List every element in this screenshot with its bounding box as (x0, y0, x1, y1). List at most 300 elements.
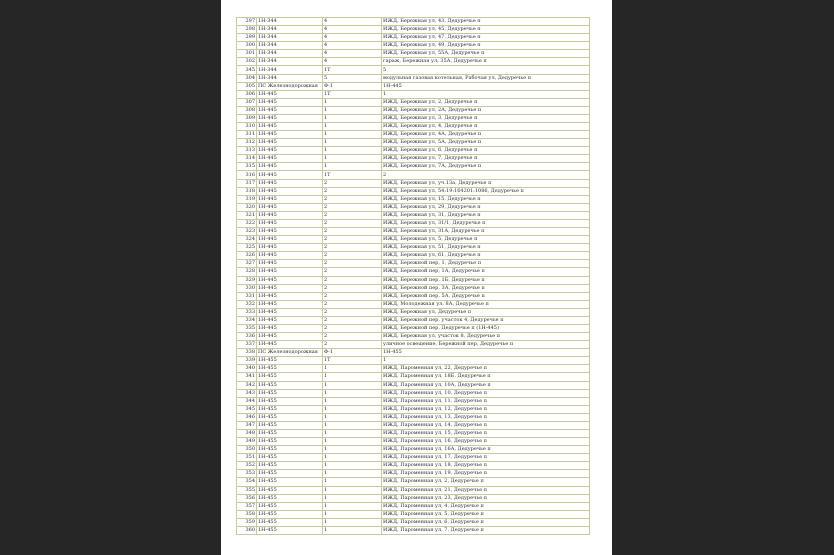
table-row (237, 82, 590, 90)
type-cell: 1 (323, 510, 382, 518)
type-cell: 5 (323, 74, 382, 82)
type-cell: 1 (323, 389, 382, 397)
table-row (237, 163, 590, 171)
line-name-cell: 1Н-445 (257, 341, 323, 349)
type-cell: Ф-1 (323, 82, 382, 90)
address-cell: ИЖД, Бережная ул, 49, Дедуречье п (382, 42, 590, 50)
address-cell: ИЖД, Бережная ул, 2, Дедуречье п (382, 98, 590, 106)
row-number-cell: 326 (237, 252, 257, 260)
type-cell: 4 (323, 34, 382, 42)
address-cell: ИЖД, Пароменная ул, 15, Дедуречье п (382, 429, 590, 437)
table-row (237, 470, 590, 478)
row-number-cell: 354 (237, 478, 257, 486)
row-number-cell: 356 (237, 494, 257, 502)
table-row (237, 333, 590, 341)
line-name-cell: 1Н-445 (257, 90, 323, 98)
row-number-cell: 343 (237, 389, 257, 397)
line-name-cell: 1Н-445 (257, 187, 323, 195)
line-name-cell: 1Н-455 (257, 389, 323, 397)
row-number-cell: 325 (237, 244, 257, 252)
table-row (237, 50, 590, 58)
table-row (237, 502, 590, 510)
line-name-cell: 1Н-455 (257, 357, 323, 365)
table-row (237, 349, 590, 357)
row-number-cell: 353 (237, 470, 257, 478)
table-row (237, 123, 590, 131)
row-number-cell: 299 (237, 34, 257, 42)
line-name-cell: 1Н-445 (257, 139, 323, 147)
line-name-cell: 1Н-445 (257, 114, 323, 122)
table-row (237, 478, 590, 486)
type-cell: 2 (323, 292, 382, 300)
type-cell: 2 (323, 333, 382, 341)
line-name-cell: 1Н-445 (257, 300, 323, 308)
row-number-cell: 309 (237, 114, 257, 122)
row-number-cell: 355 (237, 486, 257, 494)
type-cell: 1 (323, 163, 382, 171)
line-name-cell: 1Н-455 (257, 470, 323, 478)
row-number-cell: 313 (237, 147, 257, 155)
address-cell: ИЖД, Бережной пер, Дедуречье п (1Н-445) (382, 324, 590, 332)
type-cell: 2 (323, 219, 382, 227)
table-row (237, 147, 590, 155)
address-cell: ИЖД, Бережная ул, 29, Дедуречье п (382, 203, 590, 211)
address-cell: ИЖД, Пароменная ул, 16, Дедуречье п (382, 438, 590, 446)
table-row (237, 526, 590, 534)
row-number-cell: 349 (237, 438, 257, 446)
row-number-cell: 357 (237, 502, 257, 510)
address-cell: ИЖД, Бережная ул, 51, Дедуречье п (382, 244, 590, 252)
type-cell: 1 (323, 518, 382, 526)
table-row (237, 381, 590, 389)
type-cell: Ф-1 (323, 349, 382, 357)
address-cell: ИЖД, Молодежная ул, 8А, Дедуречье п (382, 300, 590, 308)
line-name-cell: 1Н-445 (257, 147, 323, 155)
row-number-cell: 321 (237, 211, 257, 219)
table-row (237, 18, 590, 26)
row-number-cell: 301 (237, 50, 257, 58)
type-cell: 4 (323, 18, 382, 26)
line-name-cell: 1Н-455 (257, 381, 323, 389)
address-cell: ИЖД, Бережная ул, 45, Дедуречье п (382, 26, 590, 34)
type-cell: 1 (323, 131, 382, 139)
type-cell: 1 (323, 486, 382, 494)
table-row (237, 58, 590, 66)
line-name-cell: 1Н-344 (257, 58, 323, 66)
line-name-cell: 1Н-445 (257, 203, 323, 211)
table-row (237, 446, 590, 454)
line-name-cell: 1Н-455 (257, 486, 323, 494)
row-number-cell: 318 (237, 187, 257, 195)
row-number-cell: 340 (237, 365, 257, 373)
row-number-cell: 344 (237, 397, 257, 405)
type-cell: 4 (323, 26, 382, 34)
type-cell: 2 (323, 260, 382, 268)
address-cell: ИЖД, Бережной пер, участок 4, Дедуречье п (382, 316, 590, 324)
table-row (237, 276, 590, 284)
type-cell: 2 (323, 195, 382, 203)
address-table-body (237, 18, 590, 535)
address-cell: ИЖД, Бережной пер, 5А, Дедуречье п (382, 292, 590, 300)
row-number-cell: 333 (237, 308, 257, 316)
row-number-cell: 304 (237, 74, 257, 82)
address-cell: ИЖД, Пароменная ул, 10А, Дедуречье п (382, 381, 590, 389)
type-cell: 1 (323, 114, 382, 122)
row-number-cell: 322 (237, 219, 257, 227)
row-number-cell: 337 (237, 341, 257, 349)
address-cell: ИЖД, Бережная ул, 15, Дедуречье п (382, 195, 590, 203)
table-row (237, 211, 590, 219)
table-row (237, 494, 590, 502)
line-name-cell: 1Н-445 (257, 333, 323, 341)
row-number-cell: 305 (237, 82, 257, 90)
line-name-cell: 1Н-445 (257, 324, 323, 332)
address-cell: ИЖД, Бережная ул, 7А, Дедуречье п (382, 163, 590, 171)
row-number-cell: 314 (237, 155, 257, 163)
address-cell: ИЖД, Бережная ул, Дедуречье п (382, 308, 590, 316)
address-cell: ИЖД, Бережная ул, 54:19:164201:1086, Дедуречье п (382, 187, 590, 195)
table-row (237, 26, 590, 34)
address-cell: ИЖД, Бережная ул, уч.13а, Дедуречье п (382, 179, 590, 187)
row-number-cell: 350 (237, 446, 257, 454)
address-cell: ИЖД, Бережной пер, 1А, Дедуречье п (382, 268, 590, 276)
line-name-cell: 1Н-445 (257, 195, 323, 203)
line-name-cell: 1Н-455 (257, 429, 323, 437)
type-cell: 4 (323, 42, 382, 50)
address-cell: ИЖД, Пароменная ул, 19, Дедуречье п (382, 470, 590, 478)
line-name-cell: 1Н-445 (257, 211, 323, 219)
line-name-cell: 1Н-344 (257, 74, 323, 82)
row-number-cell: 328 (237, 268, 257, 276)
row-number-cell: 306 (237, 90, 257, 98)
type-cell: 2 (323, 268, 382, 276)
line-name-cell: 1Н-445 (257, 292, 323, 300)
type-cell: 2 (323, 276, 382, 284)
table-row (237, 292, 590, 300)
row-number-cell: 310 (237, 123, 257, 131)
address-cell: ИЖД, Пароменная ул, 11, Дедуречье п (382, 397, 590, 405)
type-cell: 1 (323, 454, 382, 462)
row-number-cell: 315 (237, 163, 257, 171)
table-row (237, 139, 590, 147)
line-name-cell: ПС Железнодорожная (257, 349, 323, 357)
row-number-cell: 338 (237, 349, 257, 357)
line-name-cell: 1Н-445 (257, 228, 323, 236)
table-row (237, 187, 590, 195)
address-cell: ИЖД, Бережной пер, 1Б, Дедуречье п (382, 276, 590, 284)
address-cell: ИЖД, Пароменная ул, 6, Дедуречье п (382, 518, 590, 526)
table-row (237, 171, 590, 179)
address-cell: уличное освещение, Бережной пер, Дедуречье п (382, 341, 590, 349)
type-cell: 2 (323, 324, 382, 332)
line-name-cell: 1Н-445 (257, 260, 323, 268)
type-cell: 1 (323, 147, 382, 155)
address-cell: ИЖД, Пароменная ул, 18Б, Дедуречье п (382, 373, 590, 381)
address-cell: ИЖД, Бережная ул, 61, Дедуречье п (382, 252, 590, 260)
address-cell: ИЖД, Пароменная ул, 18, Дедуречье п (382, 462, 590, 470)
type-cell: 1Т (323, 90, 382, 98)
line-name-cell: 1Н-455 (257, 438, 323, 446)
table-row (237, 518, 590, 526)
row-number-cell: 320 (237, 203, 257, 211)
address-table (236, 17, 590, 535)
table-row (237, 219, 590, 227)
address-cell: ИЖД, Пароменная ул, 13, Дедуречье п (382, 413, 590, 421)
line-name-cell: 1Н-455 (257, 454, 323, 462)
row-number-cell: 341 (237, 373, 257, 381)
line-name-cell: 1Н-455 (257, 413, 323, 421)
address-cell: ИЖД, Бережная ул, 5, Дедуречье п (382, 236, 590, 244)
table-row (237, 260, 590, 268)
table-row (237, 365, 590, 373)
type-cell: 2 (323, 179, 382, 187)
address-cell: ИЖД, Бережная ул, 6, Дедуречье п (382, 147, 590, 155)
line-name-cell: 1Н-445 (257, 236, 323, 244)
line-name-cell: 1Н-455 (257, 462, 323, 470)
row-number-cell: 335 (237, 324, 257, 332)
address-cell: ИЖД, Пароменная ул, 7, Дедуречье п (382, 526, 590, 534)
line-name-cell: 1Н-445 (257, 219, 323, 227)
table-row (237, 284, 590, 292)
row-number-cell: 323 (237, 228, 257, 236)
table-row (237, 389, 590, 397)
table-row (237, 203, 590, 211)
line-name-cell: 1Н-455 (257, 502, 323, 510)
table-row (237, 114, 590, 122)
table-row (237, 357, 590, 365)
type-cell: 1 (323, 381, 382, 389)
row-number-cell: 329 (237, 276, 257, 284)
type-cell: 1 (323, 405, 382, 413)
type-cell: 1 (323, 429, 382, 437)
row-number-cell: 334 (237, 316, 257, 324)
row-number-cell: 330 (237, 284, 257, 292)
type-cell: 2 (323, 236, 382, 244)
line-name-cell: 1Н-445 (257, 268, 323, 276)
table-row (237, 308, 590, 316)
row-number-cell: 336 (237, 333, 257, 341)
address-cell: ИЖД, Бережная ул, 4А, Дедуречье п (382, 131, 590, 139)
type-cell: 1 (323, 494, 382, 502)
address-cell: ИЖД, Пароменная ул, 5, Дедуречье п (382, 510, 590, 518)
row-number-cell: 327 (237, 260, 257, 268)
type-cell: 4 (323, 58, 382, 66)
address-cell: ИЖД, Бережная ул, 43, Дедуречье п (382, 18, 590, 26)
row-number-cell: 346 (237, 413, 257, 421)
type-cell: 1 (323, 139, 382, 147)
table-row (237, 405, 590, 413)
line-name-cell: 1Н-344 (257, 42, 323, 50)
row-number-cell: 311 (237, 131, 257, 139)
address-cell: ИЖД, Пароменная ул, 10, Дедуречье п (382, 389, 590, 397)
type-cell: 1 (323, 446, 382, 454)
line-name-cell: 1Н-344 (257, 66, 323, 74)
address-cell: 5 (382, 66, 590, 74)
address-cell: ИЖД, Бережная ул, 47, Дедуречье п (382, 34, 590, 42)
type-cell: 2 (323, 228, 382, 236)
line-name-cell: 1Н-445 (257, 98, 323, 106)
row-number-cell: 300 (237, 42, 257, 50)
row-number-cell: 317 (237, 179, 257, 187)
line-name-cell: 1Н-445 (257, 308, 323, 316)
table-row (237, 268, 590, 276)
address-cell: ИЖД, Бережная ул, 55А, Дедуречье п (382, 50, 590, 58)
table-row (237, 236, 590, 244)
address-cell: модульная газовая котельная, Рабочая ул, Дедуречье п (382, 74, 590, 82)
line-name-cell: 1Н-344 (257, 18, 323, 26)
line-name-cell: 1Н-455 (257, 478, 323, 486)
line-name-cell: 1Н-445 (257, 131, 323, 139)
line-name-cell: 1Н-455 (257, 365, 323, 373)
type-cell: 1 (323, 155, 382, 163)
line-name-cell: 1Н-445 (257, 316, 323, 324)
address-cell: ИЖД, Бережная ул, 31/1, Дедуречье п (382, 219, 590, 227)
table-row (237, 454, 590, 462)
address-cell: ИЖД, Пароменная ул, 14, Дедуречье п (382, 421, 590, 429)
type-cell: 2 (323, 308, 382, 316)
table-row (237, 195, 590, 203)
table-row (237, 42, 590, 50)
type-cell: 2 (323, 300, 382, 308)
row-number-cell: 342 (237, 381, 257, 389)
type-cell: 2 (323, 316, 382, 324)
line-name-cell: 1Н-344 (257, 26, 323, 34)
address-cell: ИЖД, Бережная ул, 7, Дедуречье п (382, 155, 590, 163)
table-row (237, 438, 590, 446)
type-cell: 1 (323, 470, 382, 478)
table-row (237, 421, 590, 429)
type-cell: 1 (323, 98, 382, 106)
type-cell: 1 (323, 421, 382, 429)
table-row (237, 397, 590, 405)
type-cell: 1 (323, 365, 382, 373)
line-name-cell: 1Н-455 (257, 510, 323, 518)
type-cell: 1 (323, 397, 382, 405)
table-row (237, 462, 590, 470)
table-row (237, 98, 590, 106)
line-name-cell: 1Н-455 (257, 518, 323, 526)
table-row (237, 66, 590, 74)
type-cell: 1 (323, 106, 382, 114)
address-cell: ИЖД, Бережная ул, 31А, Дедуречье п (382, 228, 590, 236)
line-name-cell: 1Н-455 (257, 397, 323, 405)
line-name-cell: 1Н-445 (257, 171, 323, 179)
address-cell: ИЖД, Бережная ул, 2А, Дедуречье п (382, 106, 590, 114)
address-cell: ИЖД, Бережная ул, участок 8, Дедуречье п (382, 333, 590, 341)
address-cell: гараж, Бережная ул, 35А, Дедуречье п (382, 58, 590, 66)
table-row (237, 74, 590, 82)
table-row (237, 341, 590, 349)
address-cell: ИЖД, Бережная ул, 5А, Дедуречье п (382, 139, 590, 147)
table-row (237, 300, 590, 308)
type-cell: 2 (323, 203, 382, 211)
row-number-cell: 345 (237, 405, 257, 413)
row-number-cell: 358 (237, 510, 257, 518)
address-cell: ИЖД, Пароменная ул, 12, Дедуречье п (382, 405, 590, 413)
address-cell: ИЖД, Пароменная ул, 21, Дедуречье п (382, 486, 590, 494)
row-number-cell: 345 (237, 66, 257, 74)
document-page (221, 0, 612, 555)
table-row (237, 244, 590, 252)
table-row (237, 228, 590, 236)
table-row (237, 486, 590, 494)
type-cell: 1 (323, 502, 382, 510)
type-cell: 1 (323, 462, 382, 470)
row-number-cell: 302 (237, 58, 257, 66)
line-name-cell: 1Н-344 (257, 50, 323, 58)
row-number-cell: 308 (237, 106, 257, 114)
row-number-cell: 331 (237, 292, 257, 300)
line-name-cell: 1Н-455 (257, 494, 323, 502)
type-cell: 1 (323, 373, 382, 381)
type-cell: 2 (323, 187, 382, 195)
address-cell: ИЖД, Пароменная ул, 16А, Дедуречье п (382, 446, 590, 454)
type-cell: 1Т (323, 357, 382, 365)
row-number-cell: 297 (237, 18, 257, 26)
table-row (237, 252, 590, 260)
row-number-cell: 298 (237, 26, 257, 34)
line-name-cell: 1Н-455 (257, 405, 323, 413)
table-row (237, 106, 590, 114)
table-row (237, 179, 590, 187)
line-name-cell: 1Н-455 (257, 446, 323, 454)
address-cell: 1Н-455 (382, 349, 590, 357)
line-name-cell: 1Н-445 (257, 163, 323, 171)
type-cell: 1 (323, 438, 382, 446)
table-row (237, 155, 590, 163)
type-cell: 2 (323, 284, 382, 292)
address-cell: ИЖД, Пароменная ул, 2, Дедуречье п (382, 478, 590, 486)
line-name-cell: 1Н-344 (257, 34, 323, 42)
line-name-cell: 1Н-445 (257, 276, 323, 284)
type-cell: 1 (323, 413, 382, 421)
address-cell: ИЖД, Бережной пер, 1, Дедуречье п (382, 260, 590, 268)
row-number-cell: 332 (237, 300, 257, 308)
row-number-cell: 347 (237, 421, 257, 429)
table-row (237, 131, 590, 139)
type-cell: 2 (323, 211, 382, 219)
line-name-cell: 1Н-445 (257, 179, 323, 187)
line-name-cell: 1Н-445 (257, 284, 323, 292)
address-cell: 1 (382, 90, 590, 98)
row-number-cell: 339 (237, 357, 257, 365)
type-cell: 1 (323, 478, 382, 486)
table-row (237, 413, 590, 421)
row-number-cell: 359 (237, 518, 257, 526)
address-cell: ИЖД, Бережная ул, 31, Дедуречье п (382, 211, 590, 219)
address-cell: ИЖД, Пароменная ул, 17, Дедуречье п (382, 454, 590, 462)
line-name-cell: 1Н-445 (257, 123, 323, 131)
table-row (237, 373, 590, 381)
row-number-cell: 316 (237, 171, 257, 179)
line-name-cell: 1Н-455 (257, 373, 323, 381)
address-cell: ИЖД, Пароменная ул, 22, Дедуречье п (382, 365, 590, 373)
row-number-cell: 360 (237, 526, 257, 534)
line-name-cell: 1Н-445 (257, 106, 323, 114)
type-cell: 2 (323, 252, 382, 260)
table-row (237, 34, 590, 42)
type-cell: 2 (323, 244, 382, 252)
line-name-cell: 1Н-445 (257, 244, 323, 252)
address-cell: ИЖД, Бережной пер, 3А, Дедуречье п (382, 284, 590, 292)
line-name-cell: 1Н-455 (257, 421, 323, 429)
type-cell: 1 (323, 123, 382, 131)
row-number-cell: 324 (237, 236, 257, 244)
row-number-cell: 312 (237, 139, 257, 147)
table-row (237, 324, 590, 332)
type-cell: 4 (323, 50, 382, 58)
address-cell: 1 (382, 357, 590, 365)
